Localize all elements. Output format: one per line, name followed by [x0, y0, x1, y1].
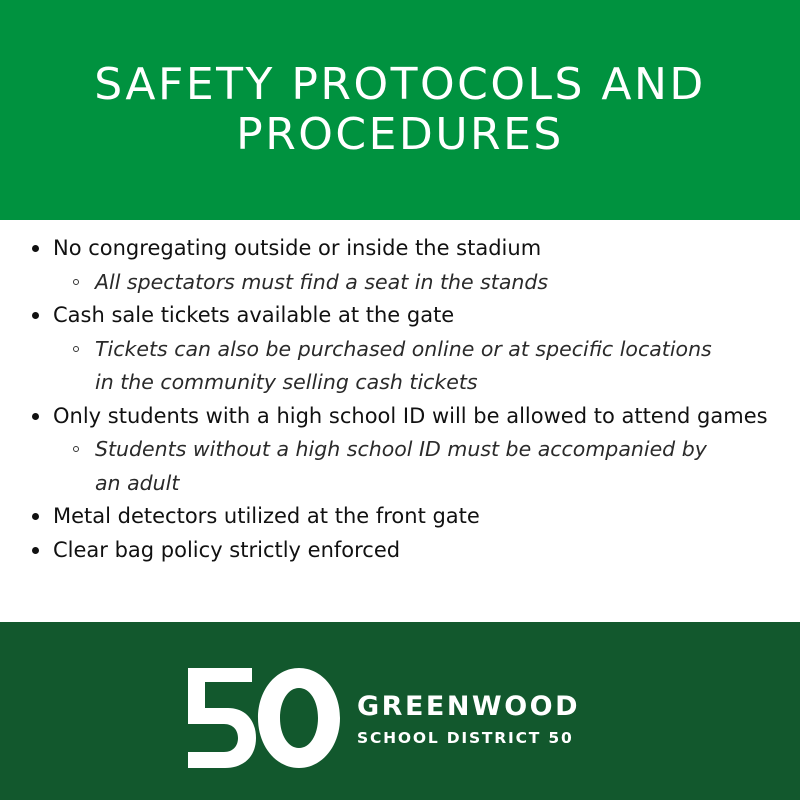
circle-bullet-icon	[73, 346, 79, 352]
protocol-item	[30, 299, 770, 400]
bullet-icon	[32, 312, 39, 319]
bullet-icon	[32, 245, 39, 252]
page-title: SAFETY PROTOCOLS AND PROCEDURES	[94, 59, 706, 160]
bullet-icon	[32, 413, 39, 420]
protocol-item	[30, 232, 770, 299]
district-50-logo	[188, 668, 340, 768]
protocol-detail	[53, 333, 715, 400]
circle-bullet-icon	[73, 279, 79, 285]
protocol-list	[30, 232, 770, 567]
protocol-text: Only students with a high school ID will be allowed to attend games	[53, 403, 768, 428]
protocol-detail-list	[53, 433, 770, 500]
bullet-icon	[32, 513, 39, 520]
header-banner	[0, 0, 800, 220]
district-name: GREENWOOD	[357, 691, 581, 722]
protocol-detail	[53, 433, 715, 500]
protocol-text: Clear bag policy strictly enforced	[53, 537, 401, 562]
protocol-text: Cash sale tickets available at the gate	[53, 303, 455, 327]
logo-digit-zero	[258, 668, 340, 768]
protocol-item	[30, 500, 770, 534]
circle-bullet-icon	[73, 446, 79, 452]
protocol-detail-text: Tickets can also be purchased online or at specific locations in the community selling cash tickets	[95, 336, 712, 394]
protocol-text: No congregating outside or inside the stadium	[53, 236, 542, 260]
protocol-item	[30, 534, 770, 568]
bullet-icon	[32, 547, 39, 554]
protocol-detail	[53, 266, 715, 300]
protocol-detail-text: Students without a high school ID must be accompanied by an adult	[95, 437, 707, 495]
logo-digit-five	[188, 668, 256, 768]
protocol-detail-list	[53, 333, 770, 400]
protocol-detail-text: All spectators must find a seat in the stands	[95, 269, 549, 294]
protocol-list-section	[0, 220, 800, 622]
district-subtitle: SCHOOL DISTRICT 50	[357, 729, 574, 747]
protocol-text: Metal detectors utilized at the front gate	[53, 504, 480, 528]
district-wordmark	[357, 692, 580, 750]
protocol-item	[30, 400, 770, 501]
protocol-detail-list	[53, 266, 770, 300]
logo-notch	[188, 728, 210, 746]
